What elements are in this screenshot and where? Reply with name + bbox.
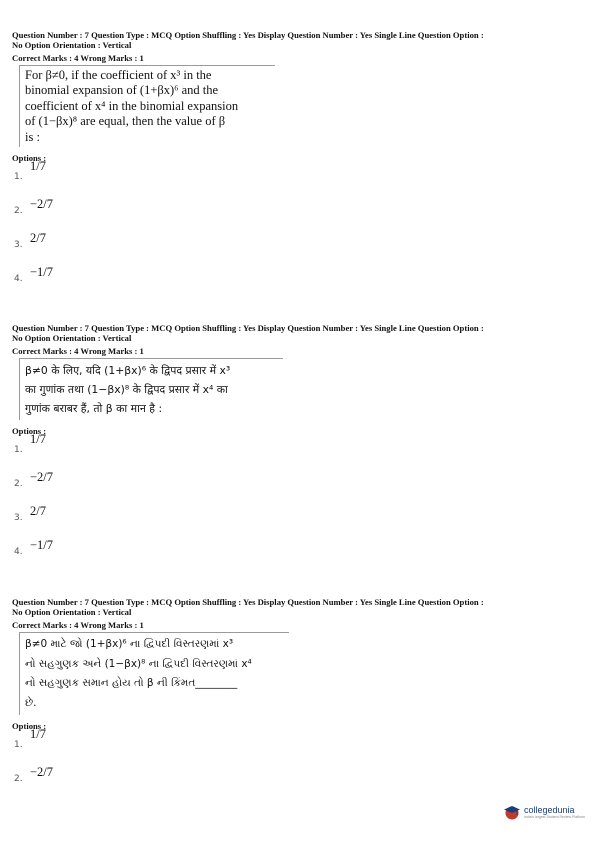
option-4[interactable] bbox=[12, 265, 584, 299]
logo-tagline: India's largest Student Review Platform bbox=[524, 815, 585, 819]
options-heading: Options : bbox=[12, 721, 47, 731]
option-number: 3. bbox=[14, 240, 23, 251]
question-text bbox=[19, 65, 275, 147]
question-text bbox=[19, 358, 283, 420]
logo-name: collegedunia bbox=[524, 805, 575, 815]
question-block-english bbox=[12, 30, 584, 299]
option-2[interactable] bbox=[12, 470, 584, 504]
option-number: 2. bbox=[14, 479, 23, 489]
question-line: નો સહગુણક સમાન હોય તો β ની કિંમત________ bbox=[25, 677, 238, 689]
question-meta: Question Number : 7 Question Type : MCQ Option Shuffling : Yes Display Question Number : Yes Single Line Question Option : No Option Orientation : Vertical bbox=[12, 323, 484, 343]
option-number: 4. bbox=[14, 274, 23, 285]
marks-info: Correct Marks : 4 Wrong Marks : 1 bbox=[12, 53, 144, 63]
option-number: 1. bbox=[14, 172, 23, 183]
option-value: −1/7 bbox=[30, 538, 54, 552]
option-number: 4. bbox=[14, 547, 23, 557]
option-value: 2/7 bbox=[30, 231, 46, 246]
option-value: −2/7 bbox=[30, 765, 54, 779]
question-line: of (1−βx)⁸ are equal, then the value of β bbox=[25, 114, 226, 129]
marks-info: Correct Marks : 4 Wrong Marks : 1 bbox=[12, 346, 144, 356]
option-number: 1. bbox=[14, 445, 23, 455]
question-line: binomial expansion of (1+βx)⁶ and the bbox=[25, 83, 219, 98]
option-2[interactable] bbox=[12, 765, 584, 799]
option-1[interactable] bbox=[12, 432, 584, 470]
question-meta: Question Number : 7 Question Type : MCQ Option Shuffling : Yes Display Question Number : Yes Single Line Question Option : No Option Orientation : Vertical bbox=[12, 597, 484, 617]
option-2[interactable] bbox=[12, 197, 584, 231]
question-line: का गुणांक तथा (1−βx)⁸ के द्विपद प्रसार में x⁴ का bbox=[25, 383, 228, 396]
question-text bbox=[19, 632, 289, 715]
option-value: 1/7 bbox=[30, 432, 46, 446]
option-value: −1/7 bbox=[30, 265, 54, 280]
option-1[interactable] bbox=[12, 727, 584, 765]
option-number: 2. bbox=[14, 206, 23, 217]
question-block-gujarati bbox=[12, 597, 584, 799]
graduate-cap-icon bbox=[503, 804, 521, 820]
question-line: गुणांक बराबर हैं, तो β का मान है : bbox=[25, 402, 163, 415]
option-number: 2. bbox=[14, 774, 23, 784]
option-value: −2/7 bbox=[30, 197, 54, 212]
option-value: −2/7 bbox=[30, 470, 54, 484]
marks-info: Correct Marks : 4 Wrong Marks : 1 bbox=[12, 620, 144, 630]
question-line: છે. bbox=[25, 696, 37, 709]
option-number: 1. bbox=[14, 740, 23, 750]
option-number: 3. bbox=[14, 513, 23, 523]
question-line: For β≠0, if the coefficient of x³ in the bbox=[25, 68, 212, 82]
option-3[interactable] bbox=[12, 231, 584, 265]
options-heading: Options : bbox=[12, 426, 47, 436]
question-meta: Question Number : 7 Question Type : MCQ Option Shuffling : Yes Display Question Number : Yes Single Line Question Option : No Option Orientation : Vertical bbox=[12, 30, 484, 50]
question-line: β≠0 માટે જો (1+βx)⁶ ના દ્વિપદી વિસ્તરણમાં x³ bbox=[25, 638, 234, 650]
option-value: 1/7 bbox=[30, 727, 46, 741]
question-block-hindi bbox=[12, 323, 584, 572]
question-line: is : bbox=[25, 129, 40, 144]
question-line: નો સહગુણક અને (1−βx)⁸ ના દ્વિપદી વિસ્તરણમાં x⁴ bbox=[25, 657, 252, 670]
options-heading: Options : bbox=[12, 153, 47, 164]
option-value: 2/7 bbox=[30, 504, 46, 518]
option-3[interactable] bbox=[12, 504, 584, 538]
option-value: 1/7 bbox=[30, 159, 46, 174]
question-line: β≠0 के लिए, यदि (1+βx)⁶ के द्विपद प्रसार में x³ bbox=[25, 364, 231, 377]
option-4[interactable] bbox=[12, 538, 584, 572]
option-1[interactable] bbox=[12, 159, 584, 197]
collegedunia-logo bbox=[503, 804, 585, 820]
question-line: coefficient of x⁴ in the binomial expansion bbox=[25, 98, 239, 113]
